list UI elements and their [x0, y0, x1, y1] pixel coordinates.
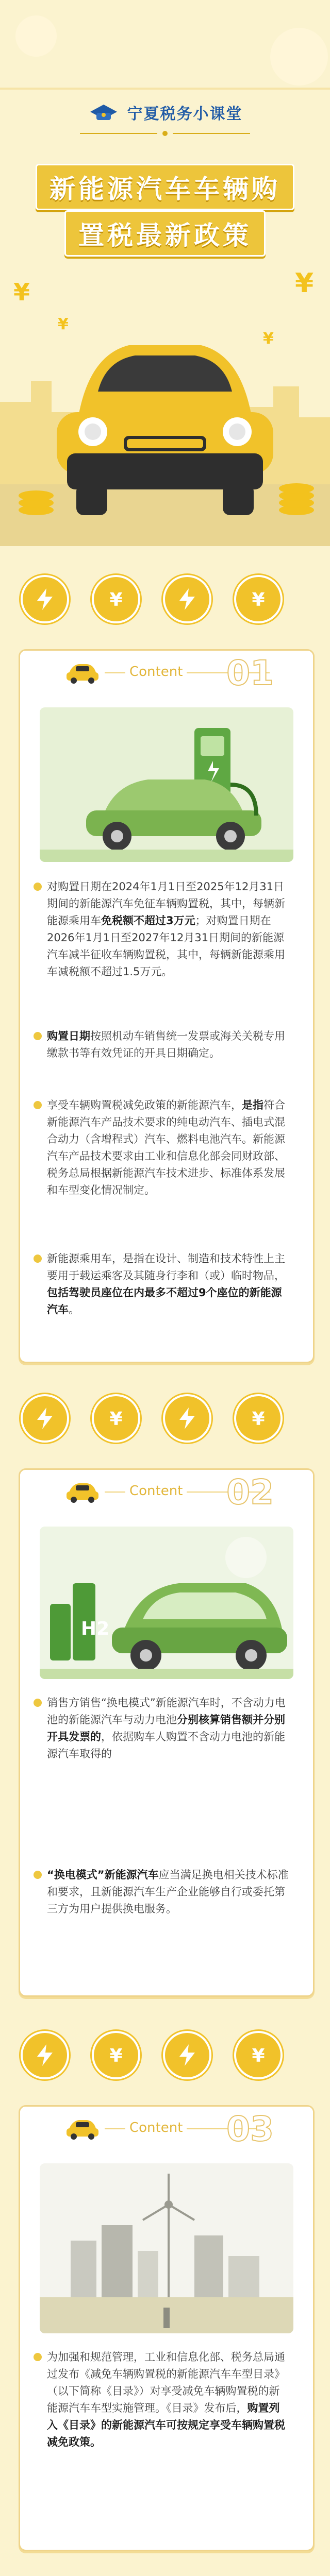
policy-paragraph: 为加强和规范管理，工业和信息化部、税务总局通过发布《减免车辆购置税的新能源汽车车型目录》（以下简称《目录》）对享受减免车辆购置税的新能源汽车车型实施管理。《目录》发布后，购置列入《目录》的新能源汽车可按规定享受车辆购置税减免政策。	[47, 2349, 289, 2451]
svg-text:¥: ¥	[109, 1409, 123, 1430]
car-icon	[64, 1479, 101, 1504]
lightning-icon	[163, 2031, 211, 2079]
brand-underline	[0, 128, 330, 138]
section-label: Content	[125, 664, 187, 680]
policy-paragraph: 享受车辆购置税减免政策的新能源汽车，是指符合新能源汽车产品技术要求的纯电动汽车、插电式混合动力（含增程式）汽车、燃料电池汽车。新能源汽车产品技术要求由工业和信息化部会同财政部、税务总局根据新能源汽车技术进步、标准体系发展和车型变化情况制定。	[47, 1097, 289, 1199]
yen-icon	[234, 575, 283, 623]
section-label: Content	[125, 1483, 187, 1499]
section-number: 02	[226, 1472, 274, 1512]
page-title-line-2: 置税最新政策	[0, 210, 330, 257]
brand-logo-icon	[87, 103, 120, 122]
lightning-icon	[21, 2031, 69, 2079]
bullet-icon	[34, 1871, 42, 1879]
bullet-icon	[34, 883, 42, 891]
svg-text:¥: ¥	[252, 589, 265, 611]
bullet-icon	[34, 1032, 42, 1040]
policy-paragraph: “换电模式”新能源汽车应当满足换电相关技术标准和要求，且新能源汽车生产企业能够自行或委托第三方为用户提供换电服务。	[47, 1867, 289, 1918]
section-label: Content	[125, 2120, 187, 2136]
lightning-icon	[163, 575, 211, 623]
svg-text:¥: ¥	[252, 2045, 265, 2066]
car-icon	[64, 660, 101, 685]
h2-car-illustration	[40, 1527, 293, 1679]
section-number: 01	[226, 653, 274, 693]
policy-paragraph: 新能源乘用车，是指在设计、制造和技术特性上主要用于载运乘客及其随身行李和（或）临时物品，包括驾驶员座位在内最多不超过9个座位的新能源汽车。	[47, 1250, 289, 1318]
yen-icon	[92, 1394, 140, 1443]
brand-name: 宁夏税务小课堂	[127, 105, 243, 123]
section-number: 03	[226, 2109, 274, 2149]
yen-icon	[92, 575, 140, 623]
content-card-03	[19, 2105, 315, 2551]
bullet-icon	[34, 1255, 42, 1263]
car-icon	[64, 2116, 101, 2141]
card-header	[20, 651, 313, 697]
content-card-02	[19, 1468, 315, 1997]
header-banner	[0, 0, 330, 546]
header-background	[0, 0, 330, 546]
yen-icon: ¥	[295, 268, 314, 299]
wind-turbine-illustration	[40, 2163, 293, 2333]
yen-icon: ¥	[263, 330, 274, 348]
yen-icon: ¥	[13, 278, 30, 306]
icon-strip	[0, 2007, 330, 2095]
bullet-icon	[34, 2353, 42, 2361]
svg-text:¥: ¥	[252, 1409, 265, 1430]
svg-text:H2: H2	[81, 1618, 110, 1639]
yen-icon: ¥	[58, 315, 69, 333]
bullet-icon	[34, 1699, 42, 1707]
yen-icon	[92, 2031, 140, 2079]
icon-strip	[0, 551, 330, 639]
lightning-icon	[21, 1394, 69, 1443]
svg-text:¥: ¥	[109, 589, 123, 611]
charging-car-illustration	[40, 707, 293, 862]
page-title-line-1: 新能源汽车车辆购	[0, 164, 330, 210]
card-header	[20, 1470, 313, 1516]
content-card-01	[19, 649, 315, 1363]
lightning-icon	[21, 575, 69, 623]
icon-strip	[0, 1370, 330, 1458]
policy-paragraph: 对购置日期在2024年1月1日至2025年12月31日期间的新能源汽车免征车辆购置税，其中，每辆新能源乘用车免税额不超过3万元；对购置日期在2026年1月1日至2027年12月31日期间的新能源汽车减半征收车辆购置税，其中，每辆新能源乘用车减税额不超过1.5万元。	[47, 878, 289, 980]
yen-icon	[234, 1394, 283, 1443]
lightning-icon	[163, 1394, 211, 1443]
icon-strip	[0, 2557, 330, 2576]
brand	[0, 101, 330, 124]
yen-icon	[234, 2031, 283, 2079]
policy-paragraph: 购置日期按照机动车销售统一发票或海关关税专用缴款书等有效凭证的开具日期确定。	[47, 1028, 289, 1062]
bullet-icon	[34, 1101, 42, 1109]
svg-text:¥: ¥	[109, 2045, 123, 2066]
card-header	[20, 2107, 313, 2153]
policy-paragraph: 销售方销售“换电模式”新能源汽车时，不含动力电池的新能源汽车与动力电池分别核算销售额并分别开具发票的，依据购车人购置不含动力电池的新能源汽车取得的	[47, 1694, 289, 1762]
